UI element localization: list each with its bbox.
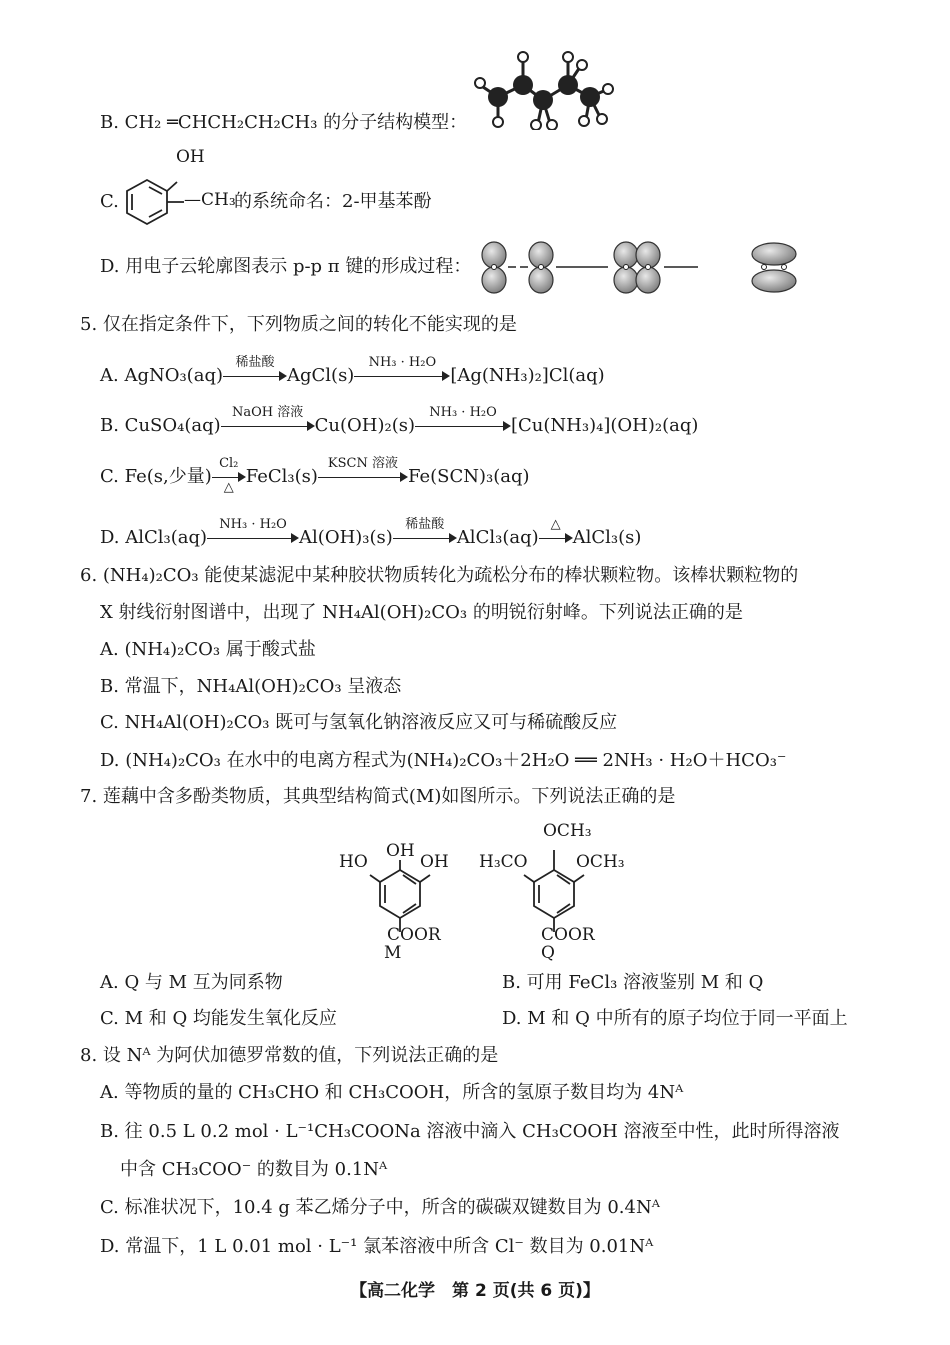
q8-option-d: D. 常温下，1 L 0.01 mol · L⁻¹ 氯苯溶液中所含 Cl⁻ 数目为 0.01Nᴬ xyxy=(100,1236,654,1257)
q6-option-b: B. 常温下，NH₄Al(OH)₂CO₃ 呈液态 xyxy=(100,676,402,697)
oh-label: OH xyxy=(176,147,205,167)
q-h3co-label: H₃CO xyxy=(479,852,528,872)
p-orbital-overlap-icon xyxy=(478,240,808,295)
q-coor-label: COOR xyxy=(541,925,595,945)
m-oh-label: OH xyxy=(420,852,449,872)
q4-option-c-prefix: C. xyxy=(100,191,119,212)
q7-option-c: C. M 和 Q 均能发生氧化反应 xyxy=(100,1008,337,1029)
q-och3-label: OCH₃ xyxy=(576,852,625,872)
m-oh-top-label: OH xyxy=(386,841,415,861)
q6-option-d: D. (NH₄)₂CO₃ 在水中的电离方程式为(NH₄)₂CO₃＋2H₂O ══ 2NH₃ · H₂O＋HCO₃⁻ xyxy=(100,750,787,771)
q8-option-c: C. 标准状况下，10.4 g 苯乙烯分子中，所含的碳碳双键数目为 0.4Nᴬ xyxy=(100,1197,660,1218)
q6-option-c: C. NH₄Al(OH)₂CO₃ 既可与氢氧化钠溶液反应又可与稀硫酸反应 xyxy=(100,712,618,733)
q4-option-c-text: 的系统命名：2-甲基苯酚 xyxy=(234,191,432,212)
q8-option-b-line1: B. 往 0.5 L 0.2 mol · L⁻¹CH₃COONa 溶液中滴入 CH₃COOH 溶液至中性，此时所得溶液 xyxy=(100,1121,840,1142)
m-coor-label: COOR xyxy=(387,925,441,945)
q6-option-a: A. (NH₄)₂CO₃ 属于酸式盐 xyxy=(100,639,316,660)
q8-option-b-line2: 中含 CH₃COO⁻ 的数目为 0.1Nᴬ xyxy=(120,1159,388,1180)
q5-option-c: C. Fe(s,少量) Cl₂ △ FeCl₃(s) KSCN 溶液 Fe(SCN)₃(aq) xyxy=(100,456,530,495)
q4-option-d: D. 用电子云轮廓图表示 p-p π 键的形成过程： xyxy=(100,256,472,277)
q7-option-d: D. M 和 Q 中所有的原子均位于同一平面上 xyxy=(502,1008,848,1029)
page-footer: 【高二化学 第 2 页(共 6 页)】 xyxy=(350,1281,600,1301)
q8-option-a: A. 等物质的量的 CH₃CHO 和 CH₃COOH，所含的氢原子数目均为 4Nᴬ xyxy=(100,1082,684,1103)
q6-stem-2: X 射线衍射图谱中，出现了 NH₄Al(OH)₂CO₃ 的明锐衍射峰。下列说法正确的是 xyxy=(100,602,743,623)
q4-option-b xyxy=(100,111,467,135)
ch3-label: —CH₃ xyxy=(184,190,236,210)
q7-option-b: B. 可用 FeCl₃ 溶液鉴别 M 和 Q xyxy=(502,972,764,993)
q7-stem: 7. 莲藕中含多酚类物质，其典型结构简式(M)如图所示。下列说法正确的是 xyxy=(80,786,676,807)
q7-option-a: A. Q 与 M 互为同系物 xyxy=(100,972,283,993)
q5-option-d: D. AlCl₃(aq) NH₃ · H₂O Al(OH)₃(s) 稀盐酸 AlCl₃(aq) △ AlCl₃(s) xyxy=(100,517,642,548)
q5-stem: 5. 仅在指定条件下，下列物质之间的转化不能实现的是 xyxy=(80,314,517,335)
q-label: Q xyxy=(541,943,555,963)
q5-option-b: B. CuSO₄(aq) NaOH 溶液 Cu(OH)₂(s) NH₃ · H₂O [Cu(NH₃)₄](OH)₂(aq) xyxy=(100,405,699,436)
ball-and-stick-model-icon xyxy=(468,45,618,130)
q5-option-a: A. AgNO₃(aq) 稀盐酸 AgCl(s) NH₃ · H₂O [Ag(NH₃)₂]Cl(aq) xyxy=(100,355,605,386)
m-label: M xyxy=(384,943,402,963)
q8-stem: 8. 设 Nᴬ 为阿伏加德罗常数的值，下列说法正确的是 xyxy=(80,1045,499,1066)
m-ho-label: HO xyxy=(339,852,368,872)
q6-stem-1: 6. (NH₄)₂CO₃ 能使某滤泥中某种胶状物质转化为疏松分布的棒状颗粒物。该棒状颗粒物的 xyxy=(80,565,799,586)
q4-option-b-text: B. CH₂ ═CHCH₂CH₂CH₃ 的分子结构模型： xyxy=(100,112,468,133)
methylphenol-structure xyxy=(122,170,192,230)
q-och3-top-label: OCH₃ xyxy=(543,821,592,841)
